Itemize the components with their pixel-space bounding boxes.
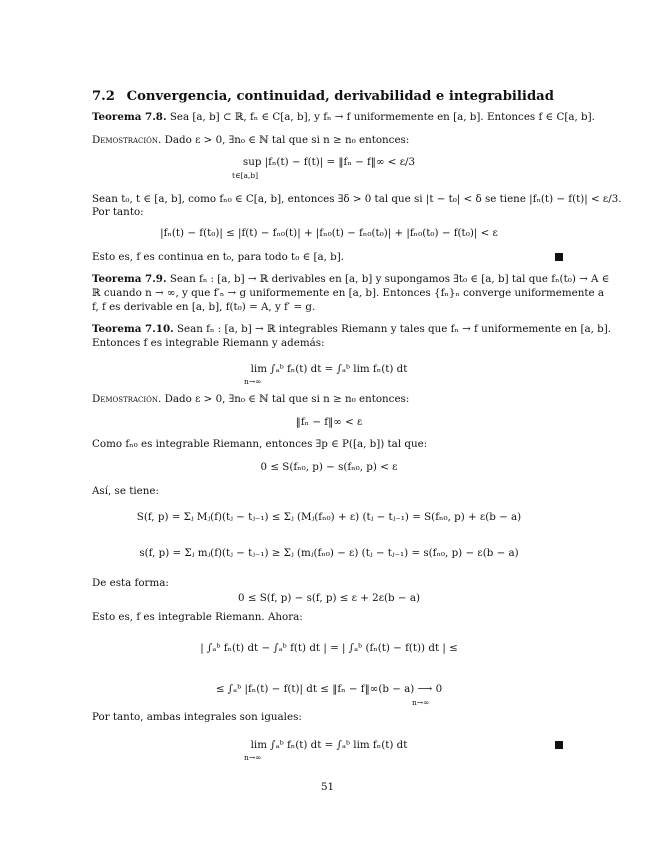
equation-upper-sum: S(f, p) = Σⱼ Mⱼ(f)(tⱼ − tⱼ₋₁) ≤ Σⱼ (Mⱼ(fₙ₀) + ε) (tⱼ − tⱼ₋₁) = S(fₙ₀, p) + ε(b − a)	[136, 511, 522, 523]
section-number: 7.2	[92, 89, 115, 104]
limit-subscript: n→∞	[244, 377, 262, 386]
theorem-text: Sean fₙ : [a, b] → ℝ derivables en [a, b] y supongamos ∃t₀ ∈ [a, b] tal que fₙ(t₀) → A ∈	[169, 273, 610, 285]
equation-difference: 0 ≤ S(f, p) − s(f, p) ≤ ε + 2ε(b − a)	[238, 592, 420, 604]
section-title: Convergencia, continuidad, derivabilidad e integrabilidad	[126, 89, 554, 104]
proof-text: Dado ε > 0, ∃n₀ ∈ ℕ tal que si n ≥ n₀ entonces:	[164, 393, 410, 405]
equation-lower-sum: s(f, p) = Σⱼ mⱼ(f)(tⱼ − tⱼ₋₁) ≥ Σⱼ (mⱼ(fₙ₀) − ε) (tⱼ − tⱼ₋₁) = s(fₙ₀, p) − ε(b − a)	[139, 547, 519, 559]
equation-triangle: |fₙ(t) − f(t₀)| ≤ |f(t) − fₙ₀(t)| + |fₙ₀(t) − fₙ₀(t₀)| + |fₙ₀(t₀) − f(t₀)| < ε	[160, 227, 498, 239]
theorem-text: Sean fₙ : [a, b] → ℝ integrables Riemann y tales que fₙ → f uniformemente en [a, b].	[176, 323, 612, 335]
theorem-7-8	[92, 110, 595, 124]
proof-1-conclusion: Esto es, f es continua en t₀, para todo t₀ ∈ [a, b].	[92, 251, 345, 263]
proof-2-line: Por tanto, ambas integrales son iguales:	[92, 711, 302, 723]
proof-2-line: Así, se tiene:	[92, 485, 159, 497]
equation-partition: 0 ≤ S(fₙ₀, p) − s(fₙ₀, p) < ε	[260, 461, 398, 473]
proof-text: Dado ε > 0, ∃n₀ ∈ ℕ tal que si n ≥ n₀ entonces:	[164, 134, 410, 146]
qed-square	[555, 253, 563, 261]
proof-2-line: Como fₙ₀ es integrable Riemann, entonces ∃p ∈ P([a, b]) tal que:	[92, 438, 428, 450]
proof-2-line: De esta forma:	[92, 577, 169, 589]
proof-label: Demostración.	[92, 393, 162, 405]
equation-norm: ‖fₙ − f‖∞ < ε	[295, 416, 363, 428]
proof-1-intro	[92, 133, 566, 147]
page-number: 51	[320, 781, 335, 793]
theorem-text: Sea [a, b] ⊂ ℝ, fₙ ∈ C[a, b], y fₙ → f uniformemente en [a, b]. Entonces f ∈ C[a, b].	[169, 111, 595, 123]
equation-abs-integral: | ∫ₐᵇ fₙ(t) dt − ∫ₐᵇ f(t) dt | = | ∫ₐᵇ (fₙ(t) − f(t)) dt | ≤	[200, 642, 458, 654]
proof-2-intro	[92, 392, 566, 406]
equation-bound: ≤ ∫ₐᵇ |fₙ(t) − f(t)| dt ≤ ‖fₙ − f‖∞(b − a) ⟶ 0	[215, 683, 443, 695]
theorem-label: Teorema 7.8.	[92, 111, 167, 123]
theorem-7-9	[92, 272, 610, 286]
theorem-text: Entonces f es integrable Riemann y además:	[92, 337, 325, 349]
proof-1-line: Sean t₀, t ∈ [a, b], como fₙ₀ ∈ C[a, b], entonces ∃δ > 0 tal que si |t − t₀| < δ se tiene |fₙ(t) − f(t)| < ε/3.	[92, 193, 622, 205]
proof-2-line: Esto es, f es integrable Riemann. Ahora:	[92, 611, 303, 623]
equation-final: lim ∫ₐᵇ fₙ(t) dt = ∫ₐᵇ lim fₙ(t) dt	[250, 739, 408, 751]
proof-1-line: Por tanto:	[92, 206, 144, 218]
theorem-label: Teorema 7.9.	[92, 273, 167, 285]
equation-limit-integral: lim ∫ₐᵇ fₙ(t) dt = ∫ₐᵇ lim fₙ(t) dt	[250, 363, 408, 375]
equation-text: sup |fₙ(t) − f(t)| = ‖fₙ − f‖∞ < ε/3	[242, 156, 416, 168]
arrow-subscript: n→∞	[412, 698, 430, 707]
theorem-text: ℝ cuando n → ∞, y que f′ₙ → g uniformemente en [a, b]. Entonces {fₙ}ₙ converge uniformemente a	[92, 287, 605, 299]
proof-label: Demostración.	[92, 134, 162, 146]
equation-subscript: t∈[a,b]	[231, 171, 259, 180]
section-heading	[92, 89, 554, 104]
theorem-label: Teorema 7.10.	[92, 323, 174, 335]
qed-square	[555, 741, 563, 749]
theorem-text: f, f es derivable en [a, b], f(t₀) = A, y f′ = g.	[92, 301, 316, 313]
limit-subscript: n→∞	[244, 753, 262, 762]
equation-sup	[92, 155, 566, 169]
theorem-7-10	[92, 322, 612, 336]
